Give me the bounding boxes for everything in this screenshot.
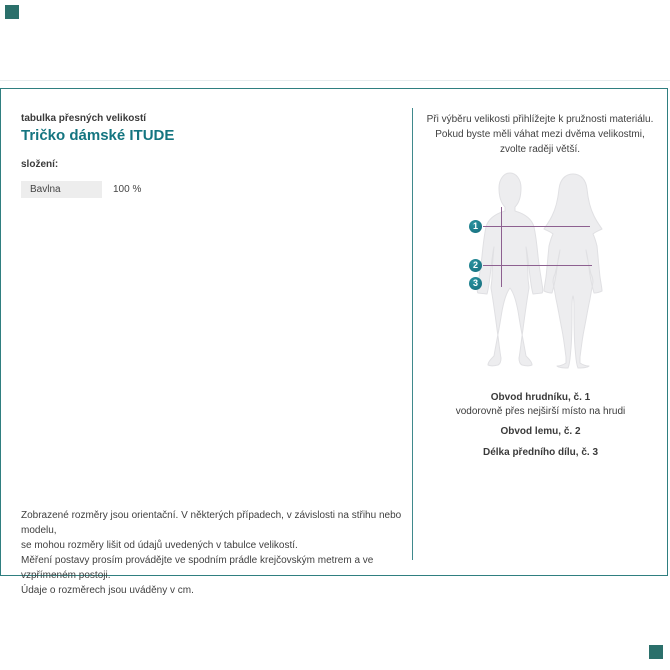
table-heading: tabulka přesných velikostí bbox=[21, 113, 147, 124]
material-percent: 100 % bbox=[113, 184, 142, 195]
product-title: Tričko dámské ITUDE bbox=[21, 127, 175, 144]
length-measure-line bbox=[501, 207, 502, 287]
disclaimer-line: Údaje o rozměrech jsou uváděny v cm. bbox=[21, 585, 194, 596]
male-silhouette bbox=[477, 173, 543, 366]
corner-mark bbox=[5, 5, 19, 19]
marker-1-badge: 1 bbox=[469, 220, 482, 233]
measurement-sublabel-chest: vodorovně přes nejširší místo na hrudi bbox=[455, 406, 626, 417]
size-advice-line: Pokud byste měli váhat mezi dvěma velikostmi, bbox=[435, 129, 645, 140]
disclaimer-line: se mohou rozměry lišit od údajů uvedených v tabulce velikostí. bbox=[21, 540, 298, 551]
marker-2-badge: 2 bbox=[469, 259, 482, 272]
top-divider-line bbox=[0, 80, 670, 81]
composition-label: složení: bbox=[21, 159, 59, 170]
material-cell: Bavlna bbox=[21, 181, 102, 198]
size-advice-line: zvolte raději větší. bbox=[499, 144, 581, 155]
marker-3-badge: 3 bbox=[469, 277, 482, 290]
vertical-divider bbox=[412, 108, 413, 560]
chest-measure-line bbox=[483, 226, 590, 227]
disclaimer-text bbox=[21, 508, 406, 598]
body-silhouettes-illustration bbox=[460, 170, 610, 370]
size-advice-text bbox=[415, 112, 665, 157]
measurement-label-front-length: Délka předního dílu, č. 3 bbox=[482, 447, 599, 458]
size-advice-line: Při výběru velikosti přihlížejte k pružnosti materiálu. bbox=[426, 114, 654, 125]
disclaimer-line: Měření postavy prosím provádějte ve spodním prádle krejčovským metrem a ve vzpřímeném postoji. bbox=[21, 555, 374, 581]
measurement-label-chest: Obvod hrudníku, č. 1 bbox=[490, 392, 591, 403]
measurement-label-hem: Obvod lemu, č. 2 bbox=[500, 426, 581, 437]
disclaimer-line: Zobrazené rozměry jsou orientační. V některých případech, v závislosti na střihu nebo modelu, bbox=[21, 510, 402, 536]
hem-measure-line bbox=[483, 265, 592, 266]
corner-mark bbox=[649, 645, 663, 659]
female-silhouette bbox=[544, 174, 602, 368]
